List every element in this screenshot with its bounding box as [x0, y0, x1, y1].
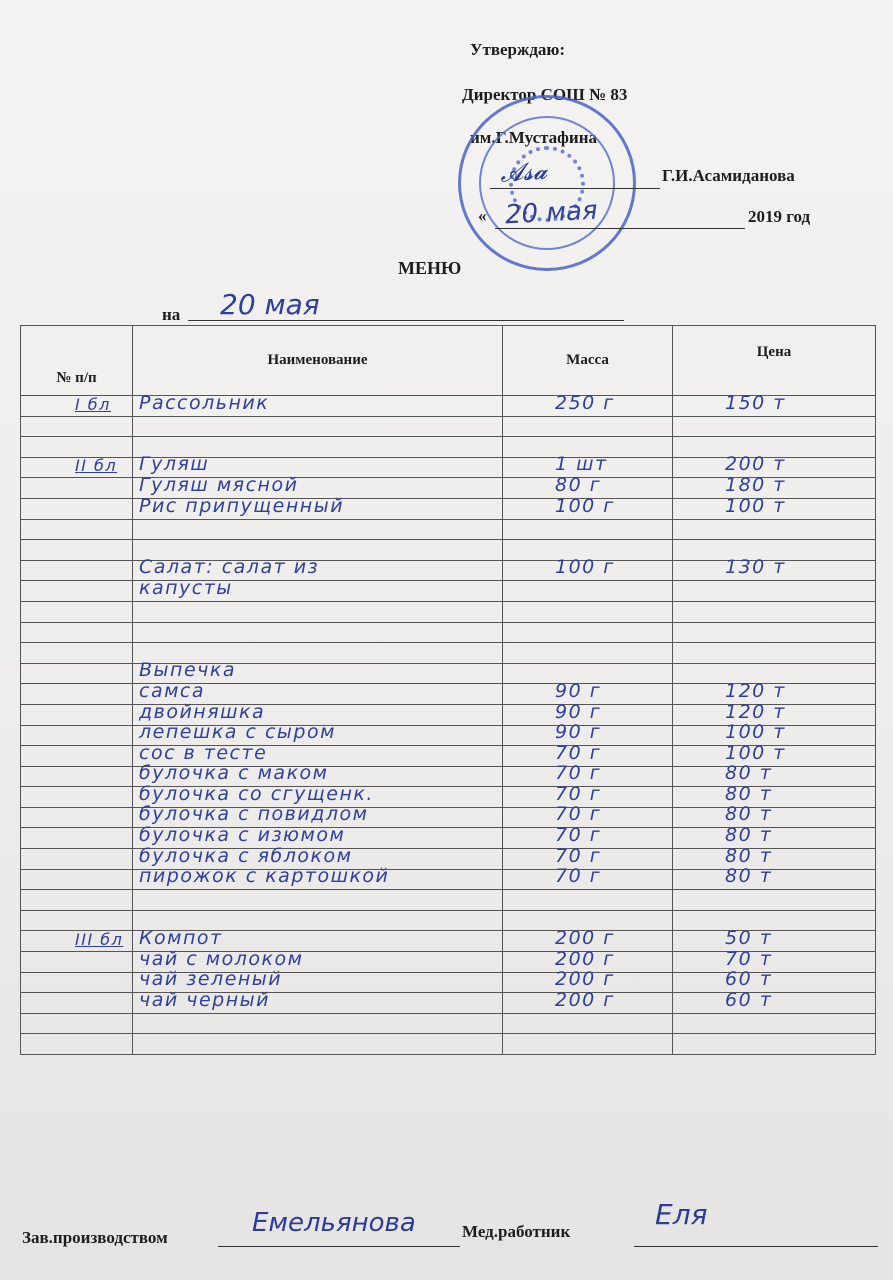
cell-number: [21, 416, 133, 437]
cell-name-text: булочка со сгущенк.: [139, 782, 374, 805]
cell-number: [21, 540, 133, 561]
cell-mass: [503, 391, 673, 417]
cell-number: [21, 704, 133, 725]
cell-price-text: 200 т: [725, 453, 786, 476]
cell-name: [133, 988, 503, 1014]
medic-signature-line: [634, 1246, 878, 1247]
cell-name: [133, 622, 503, 643]
cell-name-text: пирожок с картошкой: [139, 865, 390, 888]
table-row: [21, 416, 876, 437]
cell-mass: [503, 556, 673, 581]
cell-name: [133, 519, 503, 540]
header-price: Цена: [673, 326, 876, 396]
cell-mass-text: 70 г: [555, 844, 602, 867]
cell-number: [21, 972, 133, 993]
cell-name-text: капусты: [139, 576, 233, 599]
cell-mass-text: 70 г: [555, 803, 602, 826]
cell-number: [21, 498, 133, 519]
cell-name: [133, 865, 503, 890]
cell-mass-text: 90 г: [555, 679, 602, 702]
table-row: [21, 993, 876, 1014]
cell-price-text: 80 т: [725, 844, 773, 867]
medic-label: Мед.работник: [462, 1222, 571, 1241]
cell-price-text: 60 т: [725, 988, 773, 1011]
cell-price-text: 130 т: [725, 556, 786, 579]
cell-price: [673, 762, 876, 787]
cell-price: [673, 556, 876, 581]
cell-mass-text: 80 г: [555, 473, 602, 496]
cell-price-text: 50 т: [725, 927, 773, 950]
cell-name: [133, 391, 503, 417]
cell-price: [673, 947, 876, 973]
cell-number: [21, 910, 133, 931]
cell-price: [673, 741, 876, 767]
cell-mass-text: 1 шт: [555, 453, 608, 476]
cell-price: [673, 1013, 876, 1034]
cell-name-text: чай с молоком: [139, 947, 304, 970]
cell-number: [21, 766, 133, 787]
table-row: [21, 519, 876, 540]
production-label: Зав.производством: [22, 1228, 168, 1247]
cell-name-text: двойняшка: [139, 700, 266, 723]
cell-price: [673, 890, 876, 911]
cell-mass: [503, 988, 673, 1014]
cell-mass: [503, 581, 673, 602]
director-signature: 𝓐𝓼𝓪: [499, 156, 549, 188]
director-signature-line: [490, 188, 660, 189]
cell-number: [21, 457, 133, 478]
cell-name-text: Салат: салат из: [139, 556, 320, 579]
cell-price: [673, 910, 876, 931]
cell-name: [133, 494, 503, 519]
cell-number: [21, 890, 133, 911]
table-row: [21, 396, 876, 417]
cell-number-text: I бл: [75, 394, 111, 414]
cell-name-text: Гуляш: [139, 453, 210, 476]
table-row: [21, 869, 876, 890]
cell-number: [21, 581, 133, 602]
cell-name-text: чай черный: [139, 988, 271, 1011]
cell-number: [21, 601, 133, 622]
approval-year: 2019 год: [748, 207, 811, 226]
cell-number: [21, 396, 133, 417]
approve-label: Утверждаю:: [470, 40, 566, 59]
school-name: им.Г.Мустафина: [470, 128, 598, 147]
cell-mass-text: 70 г: [555, 782, 602, 805]
cell-number: [21, 828, 133, 849]
cell-price: [673, 968, 876, 993]
cell-number: [21, 437, 133, 458]
cell-mass-text: 100 г: [555, 494, 615, 517]
cell-mass: [503, 494, 673, 519]
cell-name-text: чай зеленый: [139, 968, 283, 991]
cell-mass: [503, 519, 673, 540]
table-row: [21, 601, 876, 622]
cell-price: [673, 519, 876, 540]
director-name: Г.И.Асамиданова: [662, 166, 795, 185]
cell-price: [673, 416, 876, 437]
cell-mass: [503, 1013, 673, 1034]
cell-number: [21, 643, 133, 664]
medic-signature: Еля: [655, 1198, 708, 1231]
cell-name-text: булочка с повидлом: [139, 803, 369, 826]
cell-mass-text: 70 г: [555, 824, 602, 847]
cell-number: [21, 663, 133, 684]
cell-mass-text: 70 г: [555, 865, 602, 888]
cell-number: [21, 849, 133, 870]
cell-price: [673, 927, 876, 952]
cell-name: [133, 1034, 503, 1055]
table-row: [21, 890, 876, 911]
cell-name: [133, 1013, 503, 1034]
cell-number: [21, 1013, 133, 1034]
cell-name: [133, 576, 503, 602]
cell-mass-text: 200 г: [555, 947, 615, 970]
cell-name-text: самса: [139, 679, 206, 702]
cell-name-text: Гуляш мясной: [139, 473, 299, 496]
cell-price: [673, 865, 876, 890]
cell-mass: [503, 1034, 673, 1055]
cell-number: [21, 560, 133, 581]
cell-price: [673, 803, 876, 828]
cell-number: [21, 725, 133, 746]
cell-name-text: Выпечка: [139, 659, 236, 682]
cell-price: [673, 1034, 876, 1055]
cell-price: [673, 581, 876, 602]
cell-price-text: 100 т: [725, 741, 786, 764]
cell-price: [673, 601, 876, 622]
cell-price-text: 80 т: [725, 762, 773, 785]
cell-price-text: 80 т: [725, 865, 773, 888]
cell-price: [673, 782, 876, 808]
cell-name-text: лепешка с сыром: [139, 721, 336, 744]
cell-mass-text: 90 г: [555, 721, 602, 744]
director-position: Директор СОШ № 83: [462, 85, 628, 104]
table-row: [21, 622, 876, 643]
cell-number: [21, 807, 133, 828]
cell-price-text: 80 т: [725, 782, 773, 805]
cell-mass-text: 90 г: [555, 700, 602, 723]
approval-date-handwritten: 20 мая: [504, 195, 599, 231]
cell-price-text: 60 т: [725, 968, 773, 991]
cell-mass-text: 200 г: [555, 927, 615, 950]
cell-mass: [503, 890, 673, 911]
cell-price: [673, 988, 876, 1014]
table-row: [21, 1034, 876, 1055]
production-signature-line: [218, 1246, 460, 1247]
cell-mass: [503, 601, 673, 622]
cell-number: [21, 952, 133, 973]
cell-name-text: Рис припущенный: [139, 494, 345, 517]
cell-price: [673, 824, 876, 849]
cell-number: [21, 519, 133, 540]
cell-mass-text: 250 г: [555, 391, 615, 414]
cell-name-text: Рассольник: [139, 391, 270, 414]
cell-mass-text: 70 г: [555, 762, 602, 785]
cell-number-text: II бл: [75, 456, 118, 476]
date-quote: «: [478, 206, 487, 225]
cell-number: [21, 869, 133, 890]
cell-name-text: сос в тесте: [139, 741, 268, 764]
cell-name-text: булочка с изюмом: [139, 824, 346, 847]
cell-mass-text: 200 г: [555, 968, 615, 991]
cell-price-text: 150 т: [725, 391, 786, 414]
cell-number: [21, 787, 133, 808]
cell-name-text: булочка с яблоком: [139, 844, 353, 867]
production-signature: Емельянова: [252, 1208, 416, 1238]
cell-number: [21, 1034, 133, 1055]
header-name: Наименование: [133, 326, 503, 396]
cell-mass: [503, 643, 673, 664]
cell-price-text: 100 т: [725, 494, 786, 517]
header-mass: Масса: [503, 326, 673, 396]
header-number: № п/п: [21, 326, 133, 396]
cell-number: [21, 622, 133, 643]
cell-price: [673, 622, 876, 643]
menu-date-line: [188, 320, 624, 321]
table-row: [21, 1013, 876, 1034]
cell-price-text: 100 т: [725, 721, 786, 744]
cell-number: [21, 684, 133, 705]
menu-table: [20, 325, 876, 1055]
cell-mass: [503, 416, 673, 437]
cell-price-text: 80 т: [725, 803, 773, 826]
cell-mass: [503, 622, 673, 643]
cell-price: [673, 844, 876, 870]
cell-mass-text: 70 г: [555, 741, 602, 764]
cell-mass: [503, 865, 673, 890]
cell-name: [133, 890, 503, 911]
cell-price: [673, 643, 876, 664]
cell-price-text: 70 т: [725, 947, 773, 970]
cell-number: [21, 931, 133, 952]
table-row: [21, 581, 876, 602]
cell-number: [21, 993, 133, 1014]
page-title: МЕНЮ: [398, 258, 462, 278]
table-header-row: [21, 326, 876, 396]
menu-table-body: [21, 391, 876, 1055]
approval-date-line: [495, 228, 745, 229]
cell-price-text: 120 т: [725, 700, 786, 723]
cell-name-text: булочка с маком: [139, 762, 329, 785]
cell-number-text: III бл: [75, 930, 124, 950]
cell-price: [673, 391, 876, 417]
cell-name: [133, 416, 503, 437]
cell-price-text: 120 т: [725, 679, 786, 702]
cell-number: [21, 478, 133, 499]
date-label: на: [162, 305, 181, 324]
cell-price-text: 80 т: [725, 824, 773, 847]
cell-name-text: Компот: [139, 927, 223, 950]
cell-price-text: 180 т: [725, 473, 786, 496]
menu-date-handwritten: 20 мая: [220, 288, 320, 321]
cell-number: [21, 746, 133, 767]
cell-name: [133, 601, 503, 622]
cell-mass-text: 200 г: [555, 988, 615, 1011]
cell-mass-text: 100 г: [555, 556, 615, 579]
cell-price: [673, 494, 876, 519]
table-row: [21, 498, 876, 519]
